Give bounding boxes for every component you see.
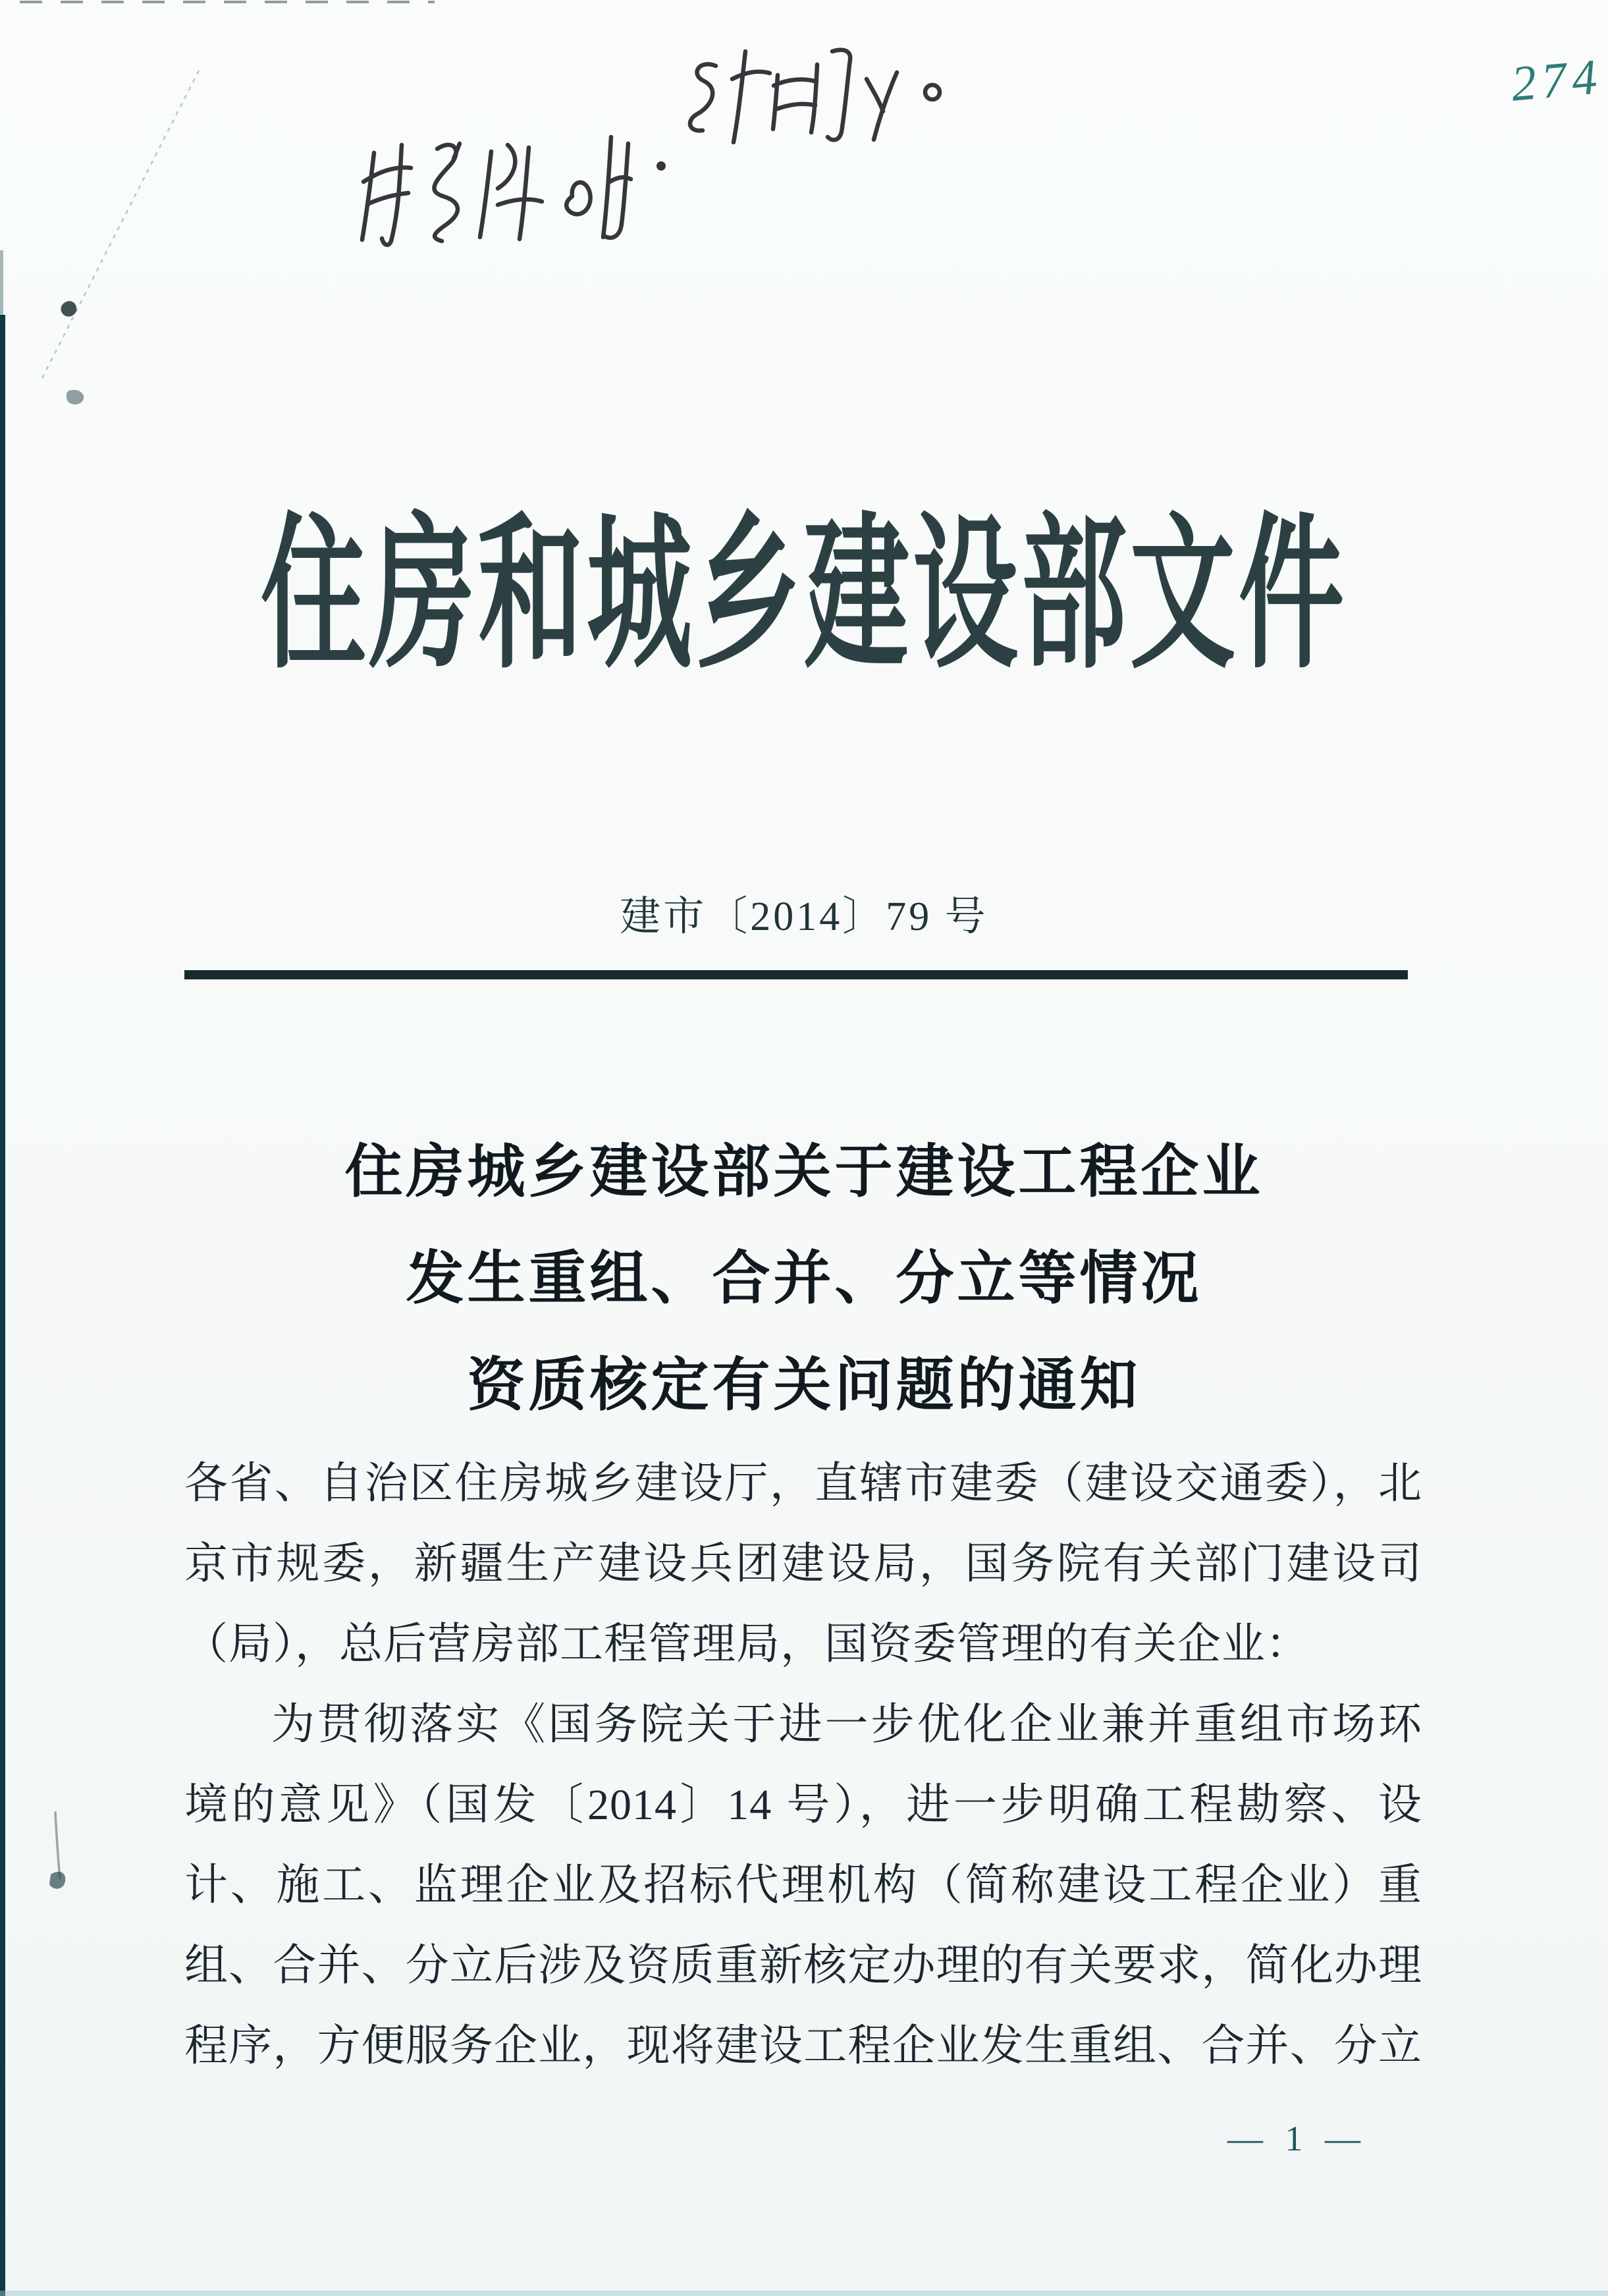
notice-title xyxy=(0,1120,1608,1440)
document-number: 建市〔2014〕79 号 xyxy=(620,894,988,939)
handwritten-page-number: 274 xyxy=(1509,49,1605,112)
scan-edge-left-strip-fade xyxy=(0,250,3,316)
recipients-line: 各省、自治区住房城乡建设厅，直辖市建委（建设交通委），北 xyxy=(184,1460,1422,1508)
recipients-line: （局），总后营房部工程管理局，国资委管理的有关企业： xyxy=(184,1620,1310,1668)
letterhead-divider-rule xyxy=(184,970,1408,979)
notice-body xyxy=(184,1444,1422,2087)
page-number: — 1 — xyxy=(1227,2119,1367,2158)
notice-title-line-1: 住房城乡建设部关于建设工程企业 xyxy=(344,1141,1264,1205)
intro-line: 为贯彻落实《国务院关于进一步优化企业兼并重组市场环 xyxy=(271,1701,1422,1749)
recipients-line: 京市规委，新疆生产建设兵团建设局，国务院有关部门建设司 xyxy=(184,1540,1422,1588)
intro-line: 计、施工、监理企业及招标代理机构（简称建设工程企业）重 xyxy=(184,1861,1422,1909)
scan-edge-bottom xyxy=(0,2291,1608,2296)
handwritten-note xyxy=(362,50,940,245)
intro-line: 境的意见》（国发〔2014〕14 号），进一步明确工程勘察、设 xyxy=(184,1781,1422,1829)
letterhead-title: 住房和城乡建设部文件 xyxy=(260,503,1347,689)
notice-title-line-3: 资质核定有关问题的通知 xyxy=(467,1354,1141,1418)
scratch-line xyxy=(40,70,199,382)
intro-line: 组、合并、分立后涉及资质重新核定办理的有关要求，简化办理 xyxy=(184,1942,1422,1990)
notice-title-line-2: 发生重组、合并、分立等情况 xyxy=(406,1247,1202,1311)
intro-line: 程序，方便服务企业，现将建设工程企业发生重组、合并、分立 xyxy=(184,2022,1422,2070)
